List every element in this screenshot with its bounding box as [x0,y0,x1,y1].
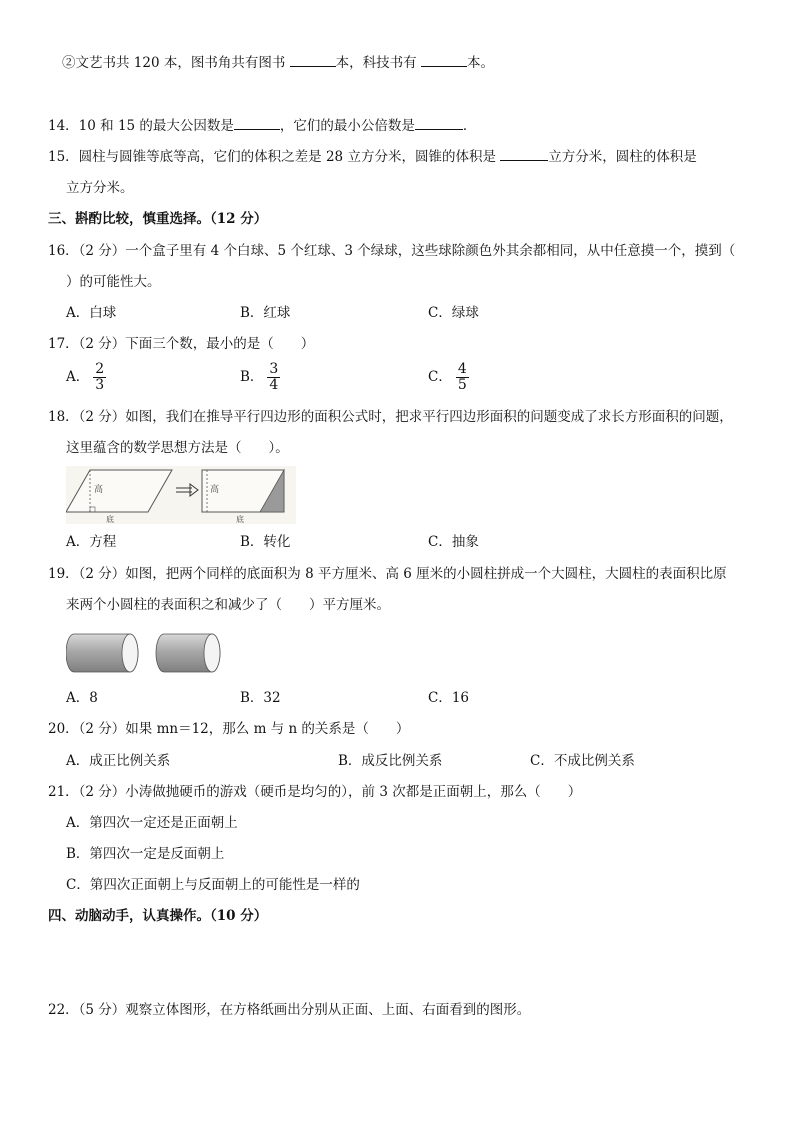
option-a[interactable]: A．白球 [66,305,117,321]
height-label: 高 [94,485,104,495]
answer-blank[interactable] [290,53,336,67]
answer-blank[interactable] [500,147,548,161]
cylinders-figure [66,632,226,674]
option-c[interactable]: C．抽象 [428,534,479,550]
fraction: $\frac{2}{3}$ [95,361,105,393]
question-19: 19．（2 分）如图，把两个同样的底面积为 8 平方厘米、高 6 厘米的小圆柱拼成一个大圆柱，大圆柱的表面积比原 [48,566,727,582]
cylinder-2 [156,634,220,672]
question-16: 16．（2 分）一个盒子里有 4 个白球、5 个红球、3 个绿球，这些球除颜色外其余都相同，从中任意摸一个，摸到（ [48,243,736,259]
answer-blank[interactable] [415,116,463,130]
option-a[interactable]: A． $\frac{2}{3}$ [66,361,105,393]
question-22: 22．（5 分）观察立体图形，在方格纸画出分别从正面、上面、右面看到的图形。 [48,1002,531,1018]
option-c[interactable]: C．绿球 [428,305,479,321]
option-b[interactable]: B．32 [240,690,281,706]
question-21: 21．（2 分）小涛做抛硬币的游戏（硬币是均匀的），前 3 次都是正面朝上，那么（ ） [48,784,582,800]
option-c[interactable]: C．第四次正面朝上与反面朝上的可能性是一样的 [66,877,360,893]
question-13-part-2: ②文艺书共 120 本，图书角共有图书 本，科技书有 本。 [62,55,494,71]
cylinder-1 [66,634,138,672]
option-a[interactable]: A．8 [66,690,98,706]
fraction: $\frac{3}{4}$ [269,361,279,393]
base-label: 底 [106,515,114,524]
height-label: 高 [210,485,220,495]
question-19-line-2: 来两个小圆柱的表面积之和减少了（ ）平方厘米。 [66,597,390,613]
answer-blank[interactable] [234,116,280,130]
option-a[interactable]: A．成正比例关系 [66,753,171,769]
section-4-heading: 四、动脑动手，认真操作。（10 分） [48,908,268,924]
question-18-line-2: 这里蕴含的数学思想方法是（ ）。 [66,440,289,456]
option-b[interactable]: B．转化 [240,534,291,550]
option-b[interactable]: B． $\frac{3}{4}$ [240,361,279,393]
section-3-heading: 三、斟酌比较，慎重选择。（12 分） [48,211,268,227]
parallelogram-transform-figure [66,466,296,524]
question-15: 15．圆柱与圆锥等底等高，它们的体积之差是 28 立方分米，圆锥的体积是 立方分米，圆柱的体积是 [48,149,697,165]
question-16-line-2: ）的可能性大。 [66,274,161,290]
question-18: 18．（2 分）如图，我们在推导平行四边形的面积公式时，把求平行四边形面积的问题变成了求长方形面积的问题， [48,409,733,425]
question-15-line-2: 立方分米。 [66,180,134,196]
option-a[interactable]: A．第四次一定还是正面朝上 [66,815,238,831]
question-20: 20．（2 分）如果 mn＝12，那么 m 与 n 的关系是（ ） [48,721,410,737]
option-a[interactable]: A．方程 [66,534,117,550]
question-17: 17．（2 分）下面三个数，最小的是（ ） [48,336,315,352]
option-c[interactable]: C．16 [428,690,470,706]
fraction: $\frac{4}{5}$ [457,361,467,393]
option-c[interactable]: C． $\frac{4}{5}$ [428,361,467,393]
question-14: 14．10 和 15 的最大公因数是 ，它们的最小公倍数是 ． [48,118,477,134]
answer-blank[interactable] [421,53,467,67]
base-label: 底 [236,515,244,524]
option-c[interactable]: C．不成比例关系 [530,753,635,769]
option-b[interactable]: B．成反比例关系 [338,753,443,769]
option-b[interactable]: B．红球 [240,305,291,321]
option-b[interactable]: B．第四次一定是反面朝上 [66,846,225,862]
